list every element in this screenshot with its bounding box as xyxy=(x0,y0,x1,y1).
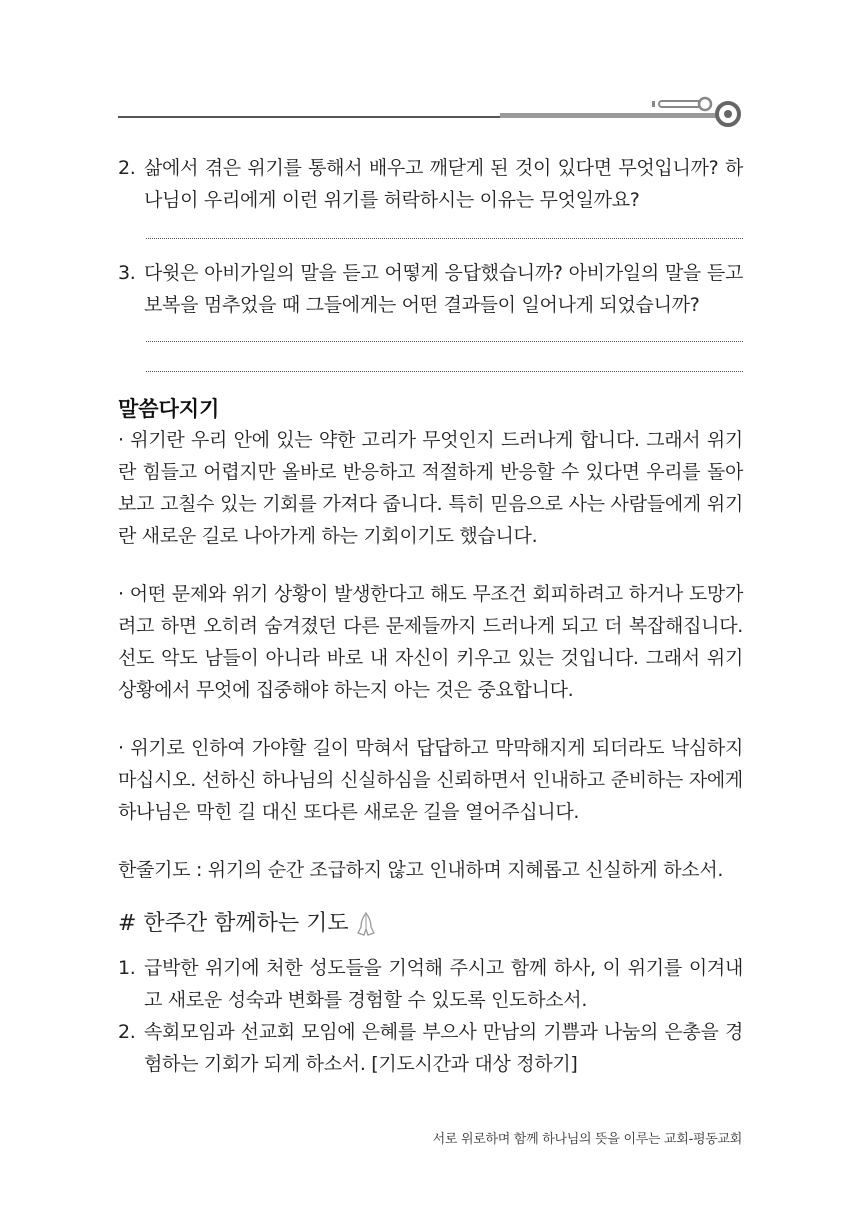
answer-line xyxy=(146,238,743,239)
prayer-item-2 xyxy=(118,1016,743,1080)
section-title: 말씀다지기 xyxy=(118,397,220,421)
question-number: 3. xyxy=(118,262,136,284)
answer-line xyxy=(146,341,743,342)
page-footer: 서로 위로하며 함께 하나님의 뜻을 이루는 교회-평동교회 xyxy=(432,1132,742,1147)
weekly-prayer-title-text: # 한주간 함께하는 기도 xyxy=(118,911,349,936)
prayer-number: 1. xyxy=(118,957,136,979)
question-text: 삶에서 겪은 위기를 통해서 배우고 깨닫게 된 것이 있다면 무엇입니까? 하나님이 우리에게 이런 위기를 허락하시는 이유는 무엇일까요? xyxy=(144,157,743,211)
page-content xyxy=(118,152,743,1080)
question-text: 다윗은 아비가일의 말을 듣고 어떻게 응답했습니까? 아비가일의 말을 듣고 보복을 멈추었을 때 그들에게는 어떤 결과들이 일어나게 되었습니까? xyxy=(144,262,743,316)
reflection-paragraph: · 위기란 우리 안에 있는 약한 고리가 무엇인지 드러나게 합니다. 그래서 위기란 힘들고 어렵지만 올바로 반응하고 적절하게 반응할 수 있다면 우리를 돌아보고 고칠수 있는 기회를 가져다 줍니다. 특히 믿음으로 사는 사람들에게 위기란 새로운 길로 나아가게 하는 기회이기도 했습니다. xyxy=(118,429,743,547)
prayer-text: 속회모임과 선교회 모임에 은혜를 부으사 만남의 기쁨과 나눔의 은총을 경험하는 기회가 되게 하소서. [기도시간과 대상 정하기] xyxy=(144,1021,743,1075)
prayer-number: 2. xyxy=(118,1021,136,1043)
weekly-prayer-title xyxy=(118,908,743,940)
question-3 xyxy=(118,257,743,321)
question-number: 2. xyxy=(118,157,136,179)
reflection-paragraph: · 어떤 문제와 위기 상황이 발생한다고 해도 무조건 회피하려고 하거나 도망가려고 하면 오히려 숨겨졌던 다른 문제들까지 드러나게 되고 더 복잡해집니다. 선도 악도 남들이 아니라 바로 내 자신이 키우고 있는 것입니다. 그래서 위기 상황에서 무엇에 집중해야 하는지 아는 것은 중요합니다. xyxy=(118,583,743,701)
question-2 xyxy=(118,152,743,216)
prayer-text: 급박한 위기에 처한 성도들을 기억해 주시고 함께 하사, 이 위기를 이겨내고 새로운 성숙과 변화를 경험할 수 있도록 인도하소서. xyxy=(144,957,743,1011)
header-decoration xyxy=(500,92,750,132)
one-line-prayer: 한줄기도 : 위기의 순간 조급하지 않고 인내하며 지혜롭고 신실하게 하소서. xyxy=(118,859,724,881)
praying-hands-icon xyxy=(355,911,377,937)
answer-line xyxy=(146,371,743,372)
reflection-paragraph: · 위기로 인하여 가야할 길이 막혀서 답답하고 막막해지게 되더라도 낙심하지 마십시오. 선하신 하나님의 신실하심을 신뢰하면서 인내하고 준비하는 자에게 하나님은 막힌 길 대신 또다른 새로운 길을 열어주십니다. xyxy=(118,737,743,823)
prayer-item-1 xyxy=(118,952,743,1016)
